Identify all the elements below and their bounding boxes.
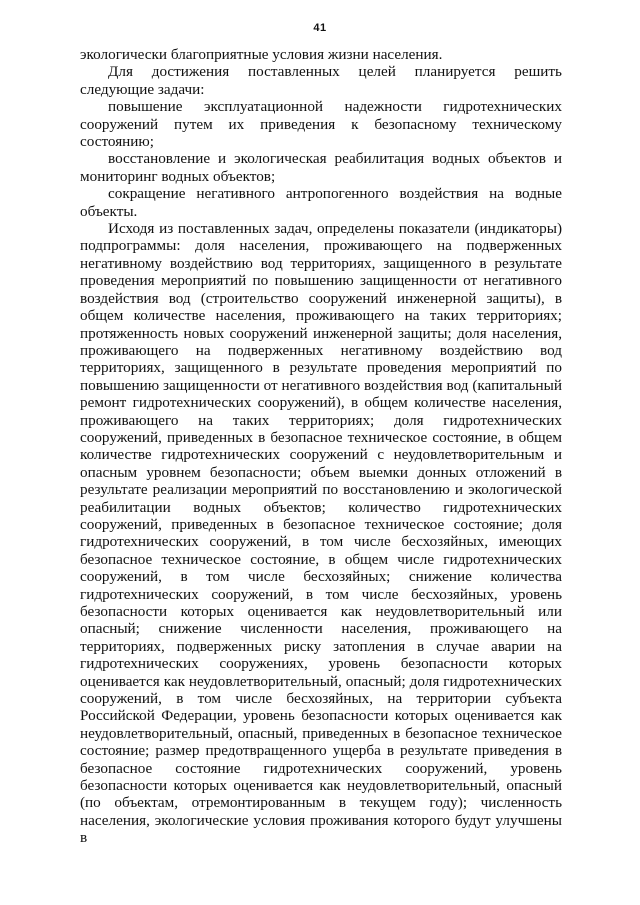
document-body (80, 46, 562, 847)
paragraph-tasks-intro: Для достижения поставленных целей планируется решить следующие задачи: (80, 63, 562, 98)
paragraph-continuation: экологически благоприятные условия жизни населения. (80, 46, 443, 63)
page-number: 41 (313, 22, 327, 34)
paragraph-indicators: Исходя из поставленных задач, определены показатели (индикаторы) подпрограммы: доля населения, проживающего на подверженных негативному воздействию вод территориях, защищенного в результате проведения мероприятий по повышению защищенности от негативного воздействия вод (строительство сооружений инженерной защиты), в общем количестве населения, проживающего на таких территориях; протяженность новых сооружений инженерной защиты; доля населения, проживающего на подверженных негативному воздействию вод территориях, защищенного в результате проведения мероприятий по повышению защищенности от негативного воздействия вод (капитальный ремонт гидротехнических сооружений), в общем количестве населения, проживающего на таких территориях; доля гидротехнических сооружений, приведенных в безопасное техническое состояние, в общем количестве гидротехнических сооружений с неудовлетворительным и опасным уровнем безопасности; объем выемки донных отложений в результате реализации мероприятий по восстановлению и экологической реабилитации водных объектов; количество гидротехнических сооружений, приведенных в безопасное техническое состояние; доля гидротехнических сооружений, в том числе бесхозяйных, имеющих безопасное техническое состояние, в общем числе гидротехнических сооружений, в том числе бесхозяйных; снижение количества гидротехнических сооружений, в том числе бесхозяйных, уровень безопасности которых оценивается как неудовлетворительный или опасный; снижение численности населения, проживающего на территориях, подверженных риску затопления в случае аварии на гидротехнических сооружениях, уровень безопасности которых оценивается как неудовлетворительный, опасный; доля гидротехнических сооружений, в том числе бесхозяйных, на территории субъекта Российской Федерации, уровень безопасности которых оценивается как неудовлетворительный, опасный, приведенных в безопасное техническое состояние; размер предотвращенного ущерба в результате приведения в безопасное состояние гидротехнических сооружений, уровень безопасности которых оценивается как неудовлетворительный, опасный (по объектам, отремонтированным в текущем году); численность населения, экологические условия проживания которого будут улучшены в (80, 220, 562, 847)
paragraph-task-3: сокращение негативного антропогенного воздействия на водные объекты. (80, 185, 562, 220)
paragraph-task-1: повышение эксплуатационной надежности гидротехнических сооружений путем их приведения к безопасному техническому состоянию; (80, 98, 562, 151)
paragraph-task-2: восстановление и экологическая реабилитация водных объектов и мониторинг водных объектов; (80, 150, 562, 185)
